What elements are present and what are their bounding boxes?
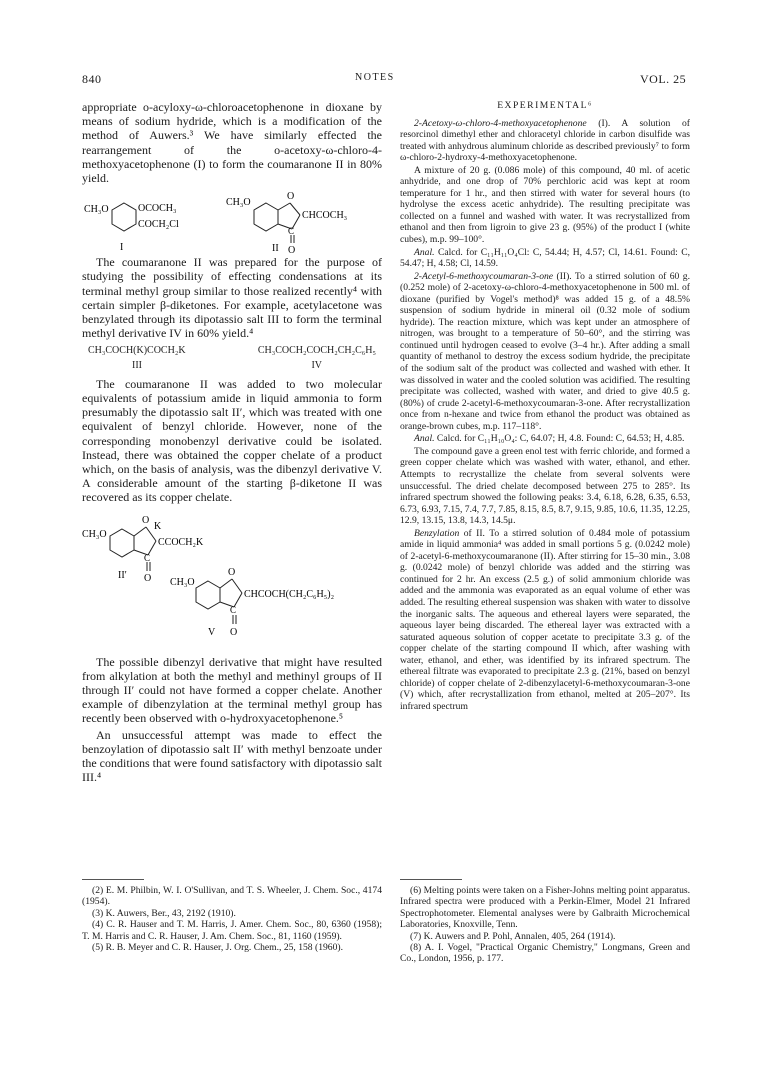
left-column [82,100,382,785]
label-keto-oxygen: O [288,245,296,256]
paragraph: A mixture of 20 g. (0.086 mole) of this compound, 40 ml. of acetic anhydride, and one drop of 70% perchloric acid was kept at room temperature for 1 hr., and then stirred with water for several hours (to hydrolyse the excess acetic anhydride). The resulting precipitate was collected on a funnel and washed with water. It was recrystallized from ethanol and then from ligroin to give 23 g. (95%) of the product I (white cubes), m.p. 99–100°. [400,164,690,246]
label-ring-oxygen: O [287,191,295,203]
running-header: NOTES [355,72,395,83]
compound-label-ii: II [272,243,279,255]
label-chcoch3: CHCOCH₃ [302,210,348,222]
analysis-label: Anal. [414,433,435,445]
paragraph: The possible dibenzyl derivative that might have resulted from alkylation at both the methyl and methinyl groups of II through II′ could not have formed a copper chelate. Another example of dibenzylation at the terminal methyl group has recently been observed with o-hydroxyacetophenone.⁵ [82,654,382,726]
footnote-rule [400,879,462,880]
label-ch3o: CH₃O [226,197,251,209]
structures-i-ii [82,185,382,255]
formula-iii: CH₃COCH(K)COCH₂K [88,345,186,357]
paragraph: An unsuccessful attempt was made to effect the benzoylation of dipotassio salt II′ with methyl benzoate under the conditions that were found satisfactory with dipotassio salt III.⁴ [82,727,382,785]
analysis-body: Calcd. for C₁₁H₁₀O₄: C, 64.07; H, 4.8. Found: C, 64.53; H, 4.85. [434,433,685,445]
paragraph: appropriate o-acyloxy-ω-chloroacetophenone in dioxane by means of sodium hydride, which is a modification of the method of Auwers.³ We have similarly effected the rearrangement of the o-acetoxy-ω-chloro-4-methoxyacetophenone (I) to form the coumaranone II in 80% yield. [82,100,382,186]
section-title: Benzylation [414,527,460,539]
paragraph-body: of II. To a stirred solution of 0.484 mole of potassium amide in liquid ammonia⁴ was added in small portions 5 g. (0.0242 mole) of 2-acetyl-6-methoxycoumaranone (II). After stirring for 15–30 min., 3.08 g. (0.0242 mole) of benzyl chloride was added and the stirring was continued for 2 hr. An excess (2.5 g.) of solid ammonium chloride was added and the ammonia was evaporated as an equal volume of ether was added. The resulting ethereal suspension was shaken with water to dissolve the inorganic salts. The aqueous and ethereal layers were separated, the aqueous layer being discarded. The ethereal layer was extracted with a saturated aqueous solution of copper acetate to precipitate 3.3 g. of the copper chelate of the starting compound II which, after washing with water, ethanol, and ether, was identified by its infrared spectrum. The ethereal filtrate was evaporated to precipitate 2.3 g. (21%, based on benzyl chloride) of copper chelate of 2-dibenzylacetyl-6-methoxycoumaran-3-one (V) which, after recrystallization from ethanol, melted at 205–207°. Its infrared spectrum [400,527,690,712]
compound-label-iii: III [132,359,142,371]
paragraph [400,118,690,164]
footnote: (5) R. B. Meyer and C. R. Hauser, J. Org. Chem., 25, 158 (1960). [92,942,343,954]
compound-title: 2-Acetoxy-ω-chloro-4-methoxyacetophenone [414,117,587,129]
structure-drawing-i-ii [82,185,382,255]
label-ring-oxygen: O [142,514,150,526]
analysis-line [400,247,690,270]
compound-title: 2-Acetyl-6-methoxycoumaran-3-one [414,270,554,282]
label-chcoch-dibenzyl: CHCOCH(CH₂C₆H₅)₂ [244,588,335,600]
compound-label-v: V [208,626,216,638]
paragraph [400,271,690,433]
footnote: (3) K. Auwers, Ber., 43, 2192 (1910). [92,907,236,919]
formula-label-row [82,359,382,373]
label-keto-oxygen: O [230,626,238,638]
footnote: (7) K. Auwers and P. Pohl, Annalen, 405, 264 (1914). [410,930,616,942]
footnote: (4) C. R. Hauser and T. M. Harris, J. Amer. Chem. Soc., 80, 6360 (1958); T. M. Harris and C. R. Hauser, J. Am. Chem. Soc., 81, 1160 (1959). [82,919,382,942]
label-ch3o: CH₃O [84,204,109,216]
label-carbon: C [230,604,237,615]
footnote: (6) Melting points were taken on a Fisher-Johns melting point apparatus. Infrared spectra were produced with a Perkin-Elmer, Model 21 Infrared Spectrophotometer. Elemental analyses were by Galbraith Microchemical Laboratories, Knoxville, Tenn. [400,885,690,931]
footnote: (8) A. I. Vogel, "Practical Organic Chemistry," Longmans, Green and Co., London, 1956, p. 177. [400,942,690,965]
page-number: 840 [82,72,102,86]
volume-number: VOL. 25 [640,72,687,86]
label-potassium: K [154,520,162,532]
right-column [400,100,690,713]
label-carbon: C [288,226,295,237]
paragraph-body: (II). To a stirred solution of 60 g. (0.252 mole) of 2-acetoxy-ω-chloro-4-methoxyacetophenone in 500 ml. of dioxane (purified by Vogel's method)⁸ was added 15 g. of a 48.5% suspension of sodium hydride in mineral oil (0.32 mole of sodium hydride). The reaction mixture, which was kept under an atmosphere of nitrogen, was brought to a temperature of 50–60°, and the stirring was continued until hydrogen ceased to evolve (3–4 hr.). After adding a small quantity of methanol to destroy the excess sodium hydride, the precipitate of the sodium salt of the product was collected and washed with ether. It was dissolved in water and the cooled solution was acidified. The resulting precipitate was collected, washed with water, and dried to give 40.5 g. (80%) of crude 2-acetyl-6-methoxycoumaran-3-one. After recrystallization once from n-hexane and twice from ethanol the product was obtained as orange-brown cubes, m.p. 117–118°. [400,270,690,432]
label-ccoch2k: CCOCH₂K [158,536,204,548]
compound-label-i: I [120,242,124,254]
compound-label-iv: IV [311,359,322,371]
analysis-line [400,433,690,445]
label-coch2cl: COCH₂Cl [138,219,179,231]
paragraph: The compound gave a green enol test with ferric chloride, and formed a green copper chelate which was washed with water, ethanol, and ether. Attempts to recrystallize the chelate from several solvents were unsuccessful. The dried chelate decomposed between 275 to 285°. Its infrared spectrum showed the following peaks: 3.4, 6.18, 6.28, 6.35, 6.53, 6.73, 6.93, 7.15, 7.4, 7.7, 7.85, 8.15, 8.5, 8.7, 9.15, 9.85, 10.6, 11.35, 12.25, 12.9, 13.15, 13.8, 14.3, 14.5μ. [400,445,690,527]
compound-label-iip: II′ [118,569,127,581]
paragraph-body: (I). A solution of resorcinol dimethyl ether and chloracetyl chloride in carbon disulfide was treated with anhydrous aluminum chloride as described previously⁷ to form ω-chloro-2-hydroxy-4-methoxyacetophenone. [400,117,690,164]
label-keto-oxygen: O [144,572,152,584]
paragraph [400,528,690,713]
formula-row [82,344,382,358]
analysis-body: Calcd. for C₁₁H₁₁O₄Cl: C, 54.44; H, 4.57; Cl, 14.61. Found: C, 54.47; H, 4.58; Cl, 14.59. [400,246,690,270]
analysis-label: Anal. [414,246,435,258]
label-carbon: C [144,552,151,563]
structure-drawing-iip-v [82,505,382,655]
footnotes-right [400,885,690,965]
footnote: (2) E. M. Philbin, W. I. O'Sullivan, and T. S. Wheeler, J. Chem. Soc., 4174 (1954). [82,885,382,908]
formula-iv: CH₃COCH₂COCH₂CH₂C₆H₅ [257,345,376,357]
footnote-rule [82,879,144,880]
paragraph: The coumaranone II was prepared for the purpose of studying the possibility of effecting condensations at its terminal methyl group similar to those realized recently⁴ with certain simpler β-diketones. For example, acetylacetone was benzylated through its dipotassio salt III to form the terminal methyl derivative IV in 60% yield.⁴ [82,255,382,341]
label-ch3o: CH₃O [82,528,107,540]
label-ch3o: CH₃O [170,576,195,588]
paragraph: The coumaranone II was added to two molecular equivalents of potassium amide in liquid ammonia to form presumably the dipotassio salt II′, which was treated with one equivalent of benzyl chloride. However, none of the corresponding monobenzyl derivative could be isolated. Instead, there was obtained the copper chelate of a product which, on the basis of analysis, was the dibenzyl derivative V. A considerable amount of the starting β-diketone II was recovered as its copper chelate. [82,376,382,505]
label-ring-oxygen: O [228,566,236,578]
structures-iip-v [82,505,382,655]
label-ococh3: OCOCH₃ [138,203,177,215]
footnotes-left [82,885,382,953]
section-heading: EXPERIMENTAL⁶ [497,100,593,111]
